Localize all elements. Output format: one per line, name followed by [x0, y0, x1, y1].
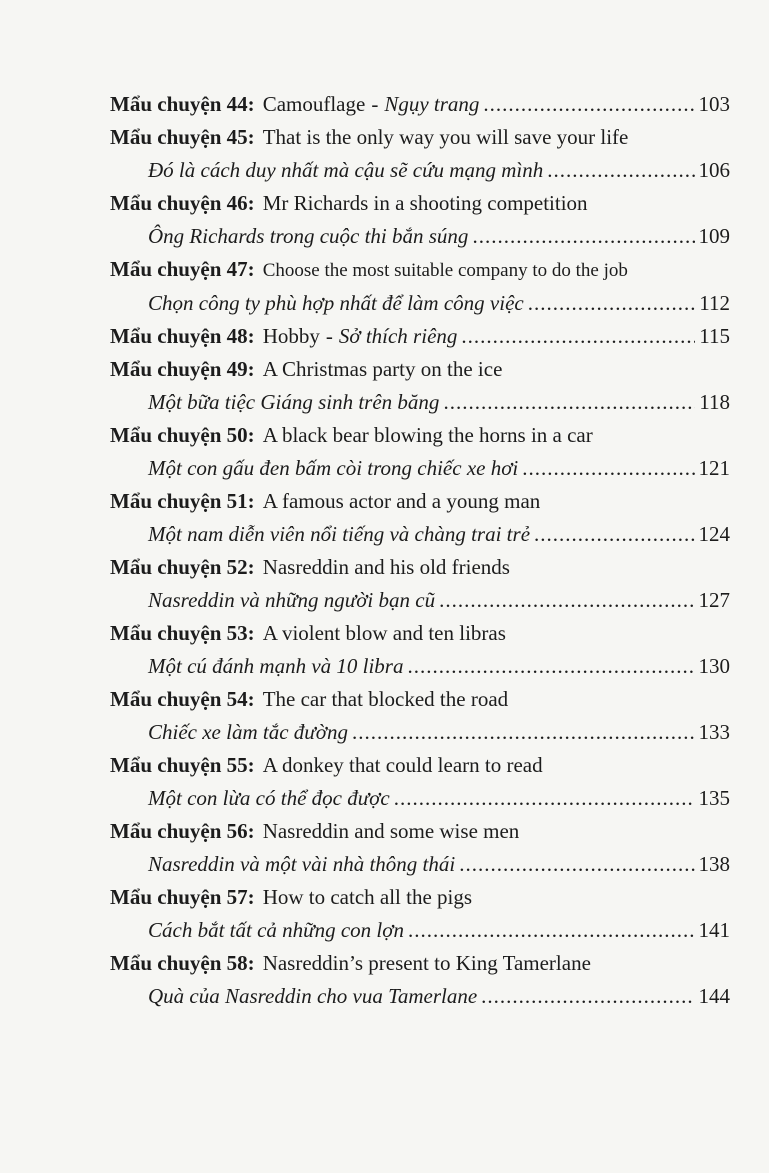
dot-leader [534, 518, 694, 551]
story-label: Mẩu chuyện 58: [110, 951, 255, 975]
dot-leader [408, 914, 695, 947]
toc-entry [110, 88, 730, 121]
story-title-vi: Cách bắt tất cả những con lợn [148, 918, 404, 942]
page-number: 106 [698, 158, 730, 182]
story-title-vi: Nasreddin và những người bạn cũ [148, 588, 436, 612]
toc-entry [110, 253, 730, 320]
story-title-en: A black bear blowing the horns in a car [262, 423, 593, 447]
story-label: Mẩu chuyện 53: [110, 621, 255, 645]
dot-leader [394, 782, 695, 815]
toc-entry [110, 947, 730, 1013]
page-number: 135 [698, 786, 730, 810]
page-number: 112 [699, 291, 730, 315]
toc-entry [110, 419, 730, 485]
story-title-vi: Sở thích riêng [338, 324, 458, 348]
toc-entry [110, 121, 730, 187]
story-title-en: Camouflage [262, 92, 366, 116]
story-label: Mẩu chuyện 47: [110, 257, 255, 281]
title-separator: - [371, 92, 379, 116]
story-title-en: Nasreddin and some wise men [262, 819, 520, 843]
dot-leader [481, 980, 694, 1013]
dot-leader [547, 154, 694, 187]
story-title-en: Choose the most suitable company to do the job [262, 260, 628, 281]
dot-leader [443, 386, 695, 419]
story-title-vi: Đó là cách duy nhất mà cậu sẽ cứu mạng mình [148, 158, 544, 182]
story-label: Mẩu chuyện 50: [110, 423, 255, 447]
page-number: 127 [698, 588, 730, 612]
story-title-en: A famous actor and a young man [262, 489, 541, 513]
dot-leader [483, 88, 694, 121]
page-number: 109 [698, 224, 730, 248]
story-label: Mẩu chuyện 45: [110, 125, 255, 149]
story-title-en: A violent blow and ten libras [262, 621, 506, 645]
story-title-en: How to catch all the pigs [262, 885, 473, 909]
story-label: Mẩu chuyện 56: [110, 819, 255, 843]
story-title-vi: Một cú đánh mạnh và 10 libra [148, 654, 404, 678]
dot-leader [439, 584, 694, 617]
story-label: Mẩu chuyện 49: [110, 357, 255, 381]
story-title-vi: Quà của Nasreddin cho vua Tamerlane [148, 984, 478, 1008]
page-number: 138 [698, 852, 730, 876]
dot-leader [461, 320, 695, 353]
dot-leader [459, 848, 694, 881]
dot-leader [407, 650, 694, 683]
story-label: Mẩu chuyện 55: [110, 753, 255, 777]
story-title-vi: Chọn công ty phù hợp nhất để làm công việc [148, 291, 524, 315]
story-title-vi: Một bữa tiệc Giáng sinh trên băng [148, 390, 440, 414]
toc-entry [110, 749, 730, 815]
dot-leader [472, 220, 694, 253]
page-number: 103 [698, 92, 730, 116]
page-number: 115 [699, 324, 730, 348]
story-title-en: A Christmas party on the ice [262, 357, 503, 381]
story-title-en: The car that blocked the road [262, 687, 509, 711]
toc-entry [110, 187, 730, 253]
story-label: Mẩu chuyện 54: [110, 687, 255, 711]
story-title-vi: Một con gấu đen bấm còi trong chiếc xe hơi [148, 456, 519, 480]
story-title-vi: Một con lừa có thể đọc được [148, 786, 390, 810]
story-title-en: A donkey that could learn to read [262, 753, 543, 777]
toc-entry [110, 320, 730, 353]
page-number: 121 [698, 456, 730, 480]
story-title-vi: Ông Richards trong cuộc thi bắn súng [148, 224, 469, 248]
toc-entry [110, 683, 730, 749]
story-label: Mẩu chuyện 48: [110, 324, 255, 348]
page-number: 130 [698, 654, 730, 678]
story-label: Mẩu chuyện 57: [110, 885, 255, 909]
story-title-en: Mr Richards in a shooting competition [262, 191, 588, 215]
story-title-vi: Một nam diễn viên nổi tiếng và chàng trai trẻ [148, 522, 531, 546]
dot-leader [522, 452, 694, 485]
story-title-en: Nasreddin and his old friends [262, 555, 510, 579]
page-number: 133 [698, 720, 730, 744]
dot-leader [528, 287, 696, 320]
table-of-contents [0, 88, 769, 1013]
story-title-en: Nasreddin’s present to King Tamerlane [262, 951, 591, 975]
story-title-vi: Chiếc xe làm tắc đường [148, 720, 348, 744]
page-number: 144 [698, 984, 730, 1008]
page-number: 124 [698, 522, 730, 546]
toc-entry [110, 485, 730, 551]
page-number: 118 [699, 390, 730, 414]
page-number: 141 [698, 918, 730, 942]
title-separator: - [325, 324, 333, 348]
story-label: Mẩu chuyện 46: [110, 191, 255, 215]
story-title-en: Hobby [262, 324, 320, 348]
toc-entry [110, 815, 730, 881]
story-title-en: That is the only way you will save your life [262, 125, 629, 149]
toc-entry [110, 353, 730, 419]
story-label: Mẩu chuyện 52: [110, 555, 255, 579]
dot-leader [352, 716, 695, 749]
toc-entry [110, 617, 730, 683]
toc-entry [110, 881, 730, 947]
story-label: Mẩu chuyện 44: [110, 92, 255, 116]
toc-entry [110, 551, 730, 617]
story-title-vi: Ngụy trang [384, 92, 480, 116]
story-title-vi: Nasreddin và một vài nhà thông thái [148, 852, 456, 876]
story-label: Mẩu chuyện 51: [110, 489, 255, 513]
